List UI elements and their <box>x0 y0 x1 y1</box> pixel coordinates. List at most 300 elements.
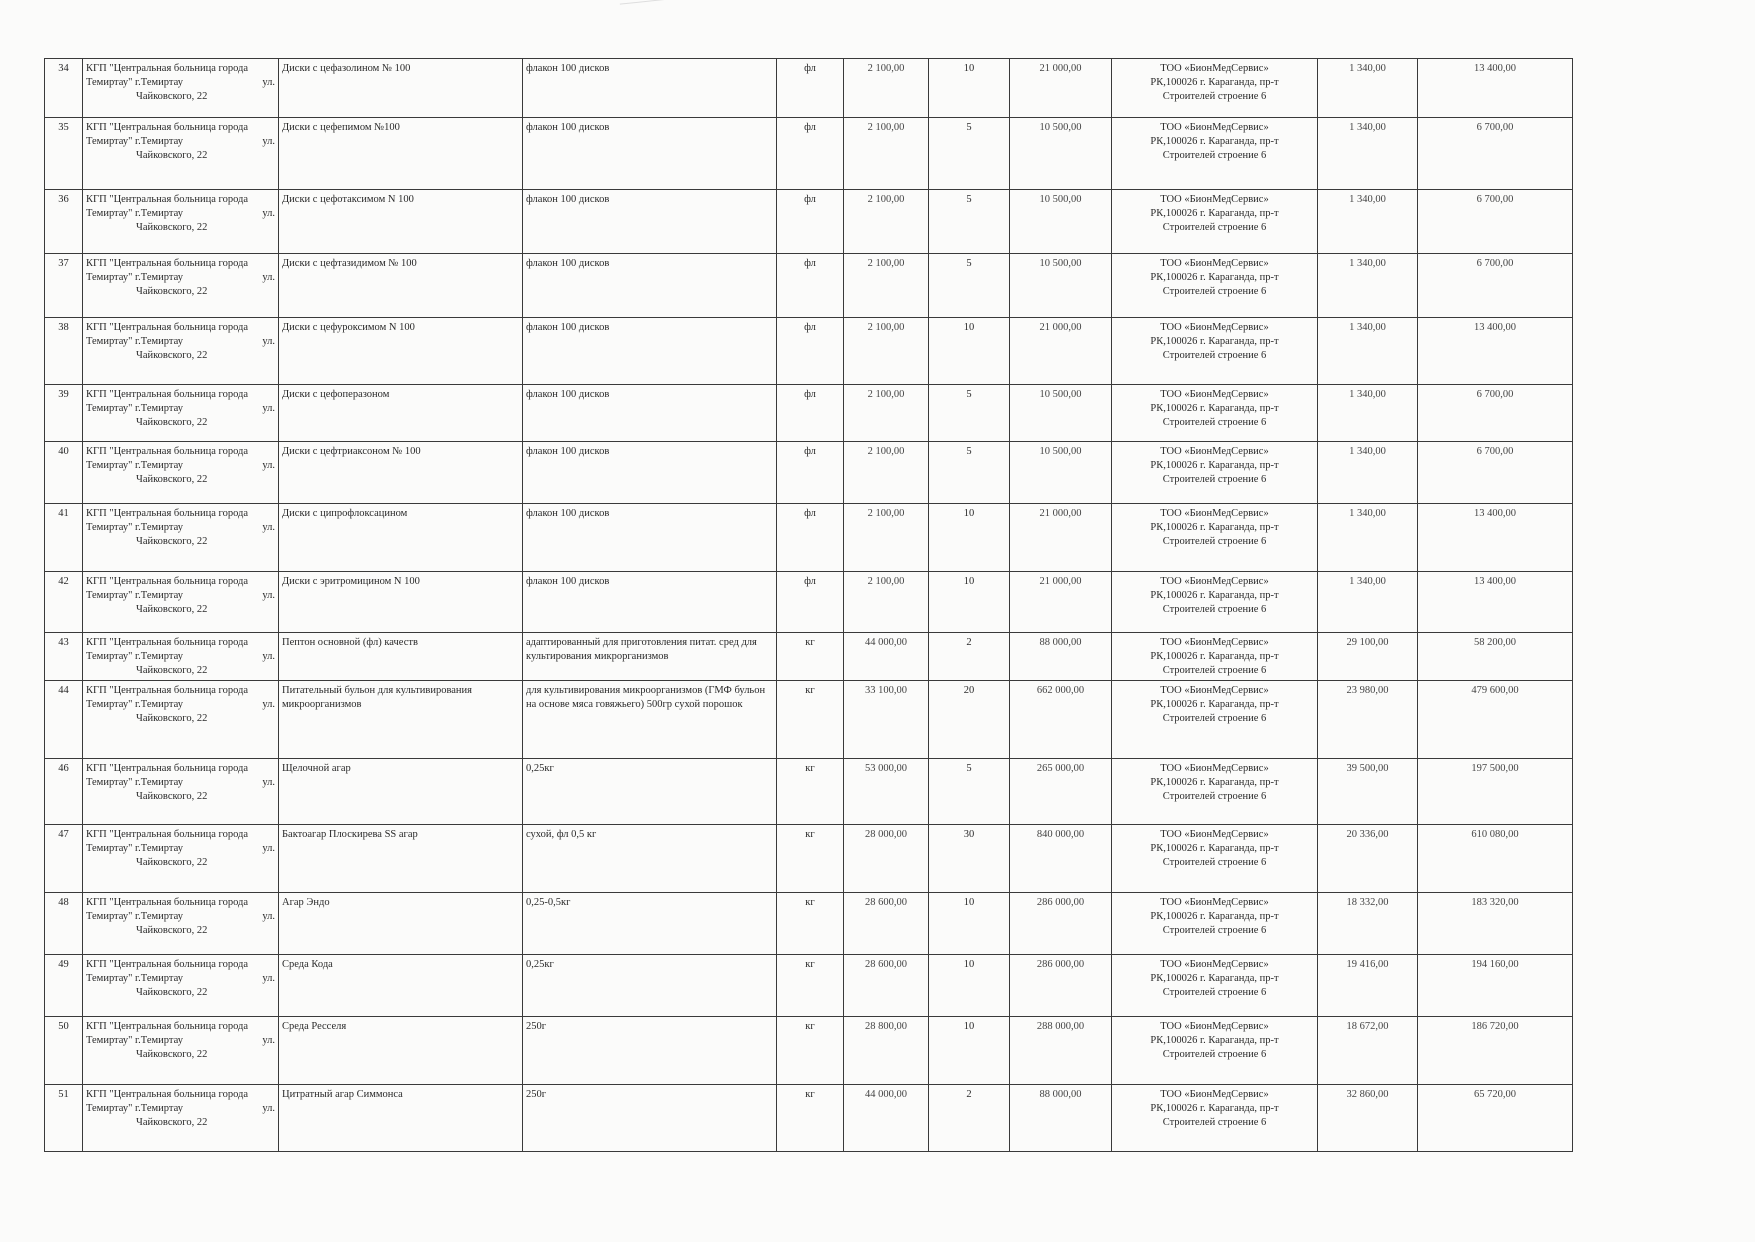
table-row <box>45 59 1573 118</box>
customer-street: Чайковского, 22 <box>136 221 208 233</box>
customer-city-line <box>86 207 275 221</box>
unit: фл <box>777 318 844 385</box>
customer-city: Темиртау" г.Темиртау <box>86 335 183 347</box>
customer-street-prefix: ул. <box>262 335 275 347</box>
supplier-cell <box>1112 190 1318 254</box>
customer-city-line <box>86 589 275 603</box>
supplier-street: Строителей строение 6 <box>1162 221 1267 233</box>
row-number: 49 <box>45 954 83 1016</box>
supplier-name: ТОО «БионМедСервис» <box>1160 1020 1269 1032</box>
customer-cell <box>83 892 279 954</box>
item-spec: флакон 100 дисков <box>523 572 777 633</box>
customer-city: Темиртау" г.Темиртау <box>86 698 183 710</box>
quantity: 5 <box>929 254 1010 318</box>
supplier-name: ТОО «БионМедСервис» <box>1160 576 1269 587</box>
quantity: 10 <box>929 954 1010 1016</box>
supplier-price: 32 860,00 <box>1318 1084 1418 1151</box>
customer-street: Чайковского, 22 <box>136 664 208 676</box>
supplier-price: 18 672,00 <box>1318 1016 1418 1084</box>
supplier-name: ТОО «БионМедСервис» <box>1160 508 1269 519</box>
quantity: 5 <box>929 190 1010 254</box>
supplier-street: Строителей строение 6 <box>1162 1048 1267 1060</box>
item-name: Агар Эндо <box>279 892 523 954</box>
supplier-cell <box>1112 1016 1318 1084</box>
supplier-city: РК,100026 г. Караганда, пр-т <box>1150 459 1279 471</box>
unit: фл <box>777 385 844 442</box>
supplier-price: 23 980,00 <box>1318 680 1418 758</box>
item-spec: флакон 100 дисков <box>523 442 777 504</box>
customer-city: Темиртау" г.Темиртау <box>86 650 183 662</box>
supplier-street: Строителей строение 6 <box>1162 535 1267 547</box>
supplier-street: Строителей строение 6 <box>1162 1116 1267 1128</box>
customer-street: Чайковского, 22 <box>136 285 208 297</box>
supplier-city: РК,100026 г. Караганда, пр-т <box>1150 271 1279 283</box>
customer-cell <box>83 954 279 1016</box>
unit: кг <box>777 758 844 824</box>
supplier-city: РК,100026 г. Караганда, пр-т <box>1150 698 1279 710</box>
supplier-cell <box>1112 118 1318 190</box>
customer-street: Чайковского, 22 <box>136 603 208 615</box>
customer-city: Темиртау" г.Темиртау <box>86 76 183 88</box>
total-amount: 21 000,00 <box>1010 504 1112 572</box>
customer-street: Чайковского, 22 <box>136 986 208 998</box>
item-name: Диски с цефотаксимом N 100 <box>279 190 523 254</box>
supplier-street: Строителей строение 6 <box>1162 416 1267 428</box>
row-number: 44 <box>45 680 83 758</box>
customer-city-line <box>86 972 275 986</box>
customer-name: КГП "Центральная больница города <box>86 762 249 774</box>
total-amount: 10 500,00 <box>1010 254 1112 318</box>
unit: кг <box>777 680 844 758</box>
supplier-total: 186 720,00 <box>1418 1016 1573 1084</box>
quantity: 10 <box>929 892 1010 954</box>
supplier-city: РК,100026 г. Караганда, пр-т <box>1150 776 1279 788</box>
supplier-name: ТОО «БионМедСервис» <box>1160 684 1269 696</box>
quantity: 30 <box>929 824 1010 892</box>
customer-name: КГП "Центральная больница города <box>86 828 249 840</box>
item-spec: флакон 100 дисков <box>523 118 777 190</box>
item-spec: адаптированный для приготовления питат. сред для культирования микрорганизмов <box>523 633 777 681</box>
supplier-cell <box>1112 254 1318 318</box>
supplier-city: РК,100026 г. Караганда, пр-т <box>1150 521 1279 533</box>
customer-city-line <box>86 650 275 664</box>
supplier-street: Строителей строение 6 <box>1162 712 1267 724</box>
customer-city: Темиртау" г.Темиртау <box>86 135 183 147</box>
customer-city-line <box>86 1102 275 1116</box>
customer-city-line <box>86 698 275 712</box>
supplier-street: Строителей строение 6 <box>1162 473 1267 485</box>
table-row <box>45 254 1573 318</box>
supplier-street: Строителей строение 6 <box>1162 285 1267 297</box>
customer-cell <box>83 59 279 118</box>
customer-street-prefix: ул. <box>262 842 275 854</box>
customer-street-prefix: ул. <box>262 459 275 471</box>
total-amount: 840 000,00 <box>1010 824 1112 892</box>
unit: кг <box>777 892 844 954</box>
quantity: 5 <box>929 758 1010 824</box>
scan-artifact <box>620 0 690 11</box>
customer-street-prefix: ул. <box>262 271 275 283</box>
supplier-price: 39 500,00 <box>1318 758 1418 824</box>
customer-city-line <box>86 402 275 416</box>
supplier-total: 13 400,00 <box>1418 504 1573 572</box>
quantity: 5 <box>929 442 1010 504</box>
row-number: 42 <box>45 572 83 633</box>
quantity: 10 <box>929 572 1010 633</box>
unit-price: 2 100,00 <box>844 442 929 504</box>
customer-city: Темиртау" г.Темиртау <box>86 1034 183 1046</box>
supplier-name: ТОО «БионМедСервис» <box>1160 322 1269 333</box>
customer-street-prefix: ул. <box>262 1102 275 1114</box>
supplier-total: 183 320,00 <box>1418 892 1573 954</box>
customer-city-line <box>86 1034 275 1048</box>
total-amount: 10 500,00 <box>1010 385 1112 442</box>
supplier-total: 6 700,00 <box>1418 254 1573 318</box>
unit: кг <box>777 1084 844 1151</box>
supplier-cell <box>1112 892 1318 954</box>
quantity: 5 <box>929 118 1010 190</box>
supplier-city: РК,100026 г. Караганда, пр-т <box>1150 650 1279 662</box>
customer-city: Темиртау" г.Темиртау <box>86 589 183 601</box>
customer-street-prefix: ул. <box>262 521 275 533</box>
total-amount: 10 500,00 <box>1010 442 1112 504</box>
customer-name: КГП "Центральная больница города <box>86 258 249 269</box>
row-number: 48 <box>45 892 83 954</box>
supplier-street: Строителей строение 6 <box>1162 149 1267 161</box>
customer-street-prefix: ул. <box>262 1034 275 1046</box>
table-row <box>45 892 1573 954</box>
supplier-name: ТОО «БионМедСервис» <box>1160 446 1269 457</box>
table-row <box>45 1084 1573 1151</box>
unit: фл <box>777 504 844 572</box>
unit: фл <box>777 254 844 318</box>
item-name: Диски с ципрофлоксацином <box>279 504 523 572</box>
supplier-cell <box>1112 824 1318 892</box>
customer-cell <box>83 254 279 318</box>
customer-name: КГП "Центральная больница города <box>86 896 249 908</box>
supplier-cell <box>1112 1084 1318 1151</box>
quantity: 20 <box>929 680 1010 758</box>
total-amount: 265 000,00 <box>1010 758 1112 824</box>
supplier-price: 1 340,00 <box>1318 59 1418 118</box>
supplier-city: РК,100026 г. Караганда, пр-т <box>1150 1102 1279 1114</box>
supplier-city: РК,100026 г. Караганда, пр-т <box>1150 589 1279 601</box>
supplier-street: Строителей строение 6 <box>1162 349 1267 361</box>
total-amount: 88 000,00 <box>1010 1084 1112 1151</box>
item-name: Бактоагар Плоскирева SS агар <box>279 824 523 892</box>
item-spec: 250г <box>523 1016 777 1084</box>
supplier-price: 1 340,00 <box>1318 118 1418 190</box>
customer-cell <box>83 824 279 892</box>
supplier-name: ТОО «БионМедСервис» <box>1160 637 1269 648</box>
customer-street: Чайковского, 22 <box>136 790 208 802</box>
table-row <box>45 1016 1573 1084</box>
supplier-price: 1 340,00 <box>1318 504 1418 572</box>
row-number: 35 <box>45 118 83 190</box>
row-number: 39 <box>45 385 83 442</box>
customer-name: КГП "Центральная больница города <box>86 1088 249 1100</box>
customer-street-prefix: ул. <box>262 135 275 147</box>
customer-cell <box>83 118 279 190</box>
quantity: 10 <box>929 1016 1010 1084</box>
customer-cell <box>83 442 279 504</box>
table-row <box>45 633 1573 681</box>
unit-price: 33 100,00 <box>844 680 929 758</box>
row-number: 36 <box>45 190 83 254</box>
total-amount: 286 000,00 <box>1010 954 1112 1016</box>
supplier-price: 18 332,00 <box>1318 892 1418 954</box>
customer-street: Чайковского, 22 <box>136 1116 208 1128</box>
table-row <box>45 385 1573 442</box>
customer-street-prefix: ул. <box>262 650 275 662</box>
unit-price: 2 100,00 <box>844 385 929 442</box>
total-amount: 21 000,00 <box>1010 59 1112 118</box>
supplier-street: Строителей строение 6 <box>1162 856 1267 868</box>
supplier-city: РК,100026 г. Караганда, пр-т <box>1150 1034 1279 1046</box>
supplier-price: 19 416,00 <box>1318 954 1418 1016</box>
item-name: Диски с цефоперазоном <box>279 385 523 442</box>
supplier-total: 58 200,00 <box>1418 633 1573 681</box>
customer-street-prefix: ул. <box>262 698 275 710</box>
customer-street: Чайковского, 22 <box>136 90 208 102</box>
item-name: Питательный бульон для культивирования микроорганизмов <box>279 680 523 758</box>
supplier-name: ТОО «БионМедСервис» <box>1160 896 1269 908</box>
supplier-total: 6 700,00 <box>1418 442 1573 504</box>
supplier-city: РК,100026 г. Караганда, пр-т <box>1150 76 1279 88</box>
supplier-street: Строителей строение 6 <box>1162 790 1267 802</box>
total-amount: 286 000,00 <box>1010 892 1112 954</box>
customer-city: Темиртау" г.Темиртау <box>86 910 183 922</box>
row-number: 43 <box>45 633 83 681</box>
supplier-name: ТОО «БионМедСервис» <box>1160 389 1269 400</box>
supplier-cell <box>1112 572 1318 633</box>
customer-name: КГП "Центральная больница города <box>86 194 249 205</box>
total-amount: 21 000,00 <box>1010 318 1112 385</box>
customer-street: Чайковского, 22 <box>136 1048 208 1060</box>
customer-city: Темиртау" г.Темиртау <box>86 972 183 984</box>
supplier-total: 13 400,00 <box>1418 59 1573 118</box>
item-spec: флакон 100 дисков <box>523 318 777 385</box>
customer-street-prefix: ул. <box>262 207 275 219</box>
customer-cell <box>83 1016 279 1084</box>
customer-name: КГП "Центральная больница города <box>86 684 249 696</box>
customer-name: КГП "Центральная больница города <box>86 576 249 587</box>
row-number: 50 <box>45 1016 83 1084</box>
quantity: 10 <box>929 59 1010 118</box>
supplier-price: 1 340,00 <box>1318 442 1418 504</box>
customer-street-prefix: ул. <box>262 589 275 601</box>
unit-price: 28 000,00 <box>844 824 929 892</box>
customer-street-prefix: ул. <box>262 776 275 788</box>
total-amount: 88 000,00 <box>1010 633 1112 681</box>
table-row <box>45 190 1573 254</box>
item-name: Среда Ресселя <box>279 1016 523 1084</box>
customer-street: Чайковского, 22 <box>136 416 208 428</box>
customer-street-prefix: ул. <box>262 76 275 88</box>
quantity: 10 <box>929 504 1010 572</box>
supplier-cell <box>1112 318 1318 385</box>
unit: кг <box>777 824 844 892</box>
supplier-name: ТОО «БионМедСервис» <box>1160 194 1269 205</box>
supplier-price: 1 340,00 <box>1318 385 1418 442</box>
quantity: 10 <box>929 318 1010 385</box>
item-spec: 0,25кг <box>523 758 777 824</box>
item-name: Диски с цефтазидимом № 100 <box>279 254 523 318</box>
unit-price: 28 600,00 <box>844 892 929 954</box>
customer-street: Чайковского, 22 <box>136 924 208 936</box>
table-row <box>45 504 1573 572</box>
unit: кг <box>777 1016 844 1084</box>
unit-price: 53 000,00 <box>844 758 929 824</box>
item-name: Диски с эритромицином N 100 <box>279 572 523 633</box>
total-amount: 10 500,00 <box>1010 118 1112 190</box>
supplier-name: ТОО «БионМедСервис» <box>1160 958 1269 970</box>
customer-cell <box>83 758 279 824</box>
supplier-price: 1 340,00 <box>1318 318 1418 385</box>
item-spec: для культивирования микроорганизмов (ГМФ бульон на основе мяса говяжьего) 500гр сухой порошок <box>523 680 777 758</box>
customer-city-line <box>86 135 275 149</box>
supplier-total: 194 160,00 <box>1418 954 1573 1016</box>
supplier-street: Строителей строение 6 <box>1162 603 1267 615</box>
item-name: Диски с цефуроксимом N 100 <box>279 318 523 385</box>
supplier-city: РК,100026 г. Караганда, пр-т <box>1150 972 1279 984</box>
supplier-street: Строителей строение 6 <box>1162 90 1267 102</box>
customer-cell <box>83 1084 279 1151</box>
supplier-cell <box>1112 758 1318 824</box>
item-spec: 0,25кг <box>523 954 777 1016</box>
supplier-price: 1 340,00 <box>1318 190 1418 254</box>
supplier-city: РК,100026 г. Караганда, пр-т <box>1150 842 1279 854</box>
total-amount: 10 500,00 <box>1010 190 1112 254</box>
supplier-street: Строителей строение 6 <box>1162 986 1267 998</box>
customer-street-prefix: ул. <box>262 402 275 414</box>
customer-street-prefix: ул. <box>262 972 275 984</box>
customer-name: КГП "Центральная больница города <box>86 1020 249 1032</box>
supplier-name: ТОО «БионМедСервис» <box>1160 258 1269 269</box>
row-number: 47 <box>45 824 83 892</box>
customer-city: Темиртау" г.Темиртау <box>86 271 183 283</box>
item-spec: флакон 100 дисков <box>523 59 777 118</box>
total-amount: 21 000,00 <box>1010 572 1112 633</box>
customer-city: Темиртау" г.Темиртау <box>86 459 183 471</box>
supplier-price: 1 340,00 <box>1318 254 1418 318</box>
customer-city: Темиртау" г.Темиртау <box>86 521 183 533</box>
item-spec: 250г <box>523 1084 777 1151</box>
supplier-total: 13 400,00 <box>1418 572 1573 633</box>
table-row <box>45 118 1573 190</box>
customer-city: Темиртау" г.Темиртау <box>86 1102 183 1114</box>
row-number: 40 <box>45 442 83 504</box>
table-row <box>45 954 1573 1016</box>
row-number: 34 <box>45 59 83 118</box>
supplier-total: 610 080,00 <box>1418 824 1573 892</box>
unit: фл <box>777 572 844 633</box>
customer-city: Темиртау" г.Темиртау <box>86 402 183 414</box>
supplier-price: 1 340,00 <box>1318 572 1418 633</box>
unit-price: 44 000,00 <box>844 633 929 681</box>
customer-cell <box>83 633 279 681</box>
customer-city-line <box>86 271 275 285</box>
supplier-name: ТОО «БионМедСервис» <box>1160 63 1269 74</box>
customer-city: Темиртау" г.Темиртау <box>86 207 183 219</box>
customer-city-line <box>86 335 275 349</box>
customer-name: КГП "Центральная больница города <box>86 322 249 333</box>
unit-price: 28 600,00 <box>844 954 929 1016</box>
supplier-name: ТОО «БионМедСервис» <box>1160 828 1269 840</box>
row-number: 51 <box>45 1084 83 1151</box>
supplier-price: 20 336,00 <box>1318 824 1418 892</box>
supplier-cell <box>1112 385 1318 442</box>
item-name: Диски с цефепимом №100 <box>279 118 523 190</box>
item-spec: сухой, фл 0,5 кг <box>523 824 777 892</box>
unit: фл <box>777 118 844 190</box>
customer-cell <box>83 385 279 442</box>
customer-name: КГП "Центральная больница города <box>86 389 249 400</box>
supplier-total: 6 700,00 <box>1418 190 1573 254</box>
customer-city-line <box>86 459 275 473</box>
supplier-cell <box>1112 633 1318 681</box>
customer-cell <box>83 572 279 633</box>
procurement-table <box>44 58 1573 1152</box>
item-spec: 0,25-0,5кг <box>523 892 777 954</box>
customer-street-prefix: ул. <box>262 910 275 922</box>
unit-price: 2 100,00 <box>844 118 929 190</box>
unit: кг <box>777 633 844 681</box>
unit-price: 2 100,00 <box>844 254 929 318</box>
supplier-total: 13 400,00 <box>1418 318 1573 385</box>
customer-name: КГП "Центральная больница города <box>86 446 249 457</box>
supplier-city: РК,100026 г. Караганда, пр-т <box>1150 910 1279 922</box>
item-spec: флакон 100 дисков <box>523 254 777 318</box>
supplier-total: 6 700,00 <box>1418 118 1573 190</box>
item-name: Цитратный агар Симмонса <box>279 1084 523 1151</box>
customer-city-line <box>86 910 275 924</box>
supplier-price: 29 100,00 <box>1318 633 1418 681</box>
supplier-total: 479 600,00 <box>1418 680 1573 758</box>
supplier-cell <box>1112 954 1318 1016</box>
customer-street: Чайковского, 22 <box>136 149 208 161</box>
customer-city: Темиртау" г.Темиртау <box>86 842 183 854</box>
quantity: 5 <box>929 385 1010 442</box>
customer-name: КГП "Центральная больница города <box>86 122 249 133</box>
supplier-cell <box>1112 442 1318 504</box>
row-number: 46 <box>45 758 83 824</box>
quantity: 2 <box>929 633 1010 681</box>
unit-price: 2 100,00 <box>844 318 929 385</box>
row-number: 38 <box>45 318 83 385</box>
unit-price: 2 100,00 <box>844 504 929 572</box>
item-name: Пептон основной (фл) качеств <box>279 633 523 681</box>
total-amount: 662 000,00 <box>1010 680 1112 758</box>
unit-price: 2 100,00 <box>844 572 929 633</box>
customer-street: Чайковского, 22 <box>136 712 208 724</box>
customer-street: Чайковского, 22 <box>136 856 208 868</box>
supplier-city: РК,100026 г. Караганда, пр-т <box>1150 135 1279 147</box>
supplier-name: ТОО «БионМедСервис» <box>1160 762 1269 774</box>
customer-city: Темиртау" г.Темиртау <box>86 776 183 788</box>
item-name: Щелочной агар <box>279 758 523 824</box>
row-number: 37 <box>45 254 83 318</box>
unit: кг <box>777 954 844 1016</box>
customer-city-line <box>86 776 275 790</box>
supplier-city: РК,100026 г. Караганда, пр-т <box>1150 335 1279 347</box>
customer-city-line <box>86 76 275 90</box>
customer-name: КГП "Центральная больница города <box>86 63 249 74</box>
item-spec: флакон 100 дисков <box>523 190 777 254</box>
unit-price: 44 000,00 <box>844 1084 929 1151</box>
supplier-name: ТОО «БионМедСервис» <box>1160 122 1269 133</box>
unit: фл <box>777 442 844 504</box>
